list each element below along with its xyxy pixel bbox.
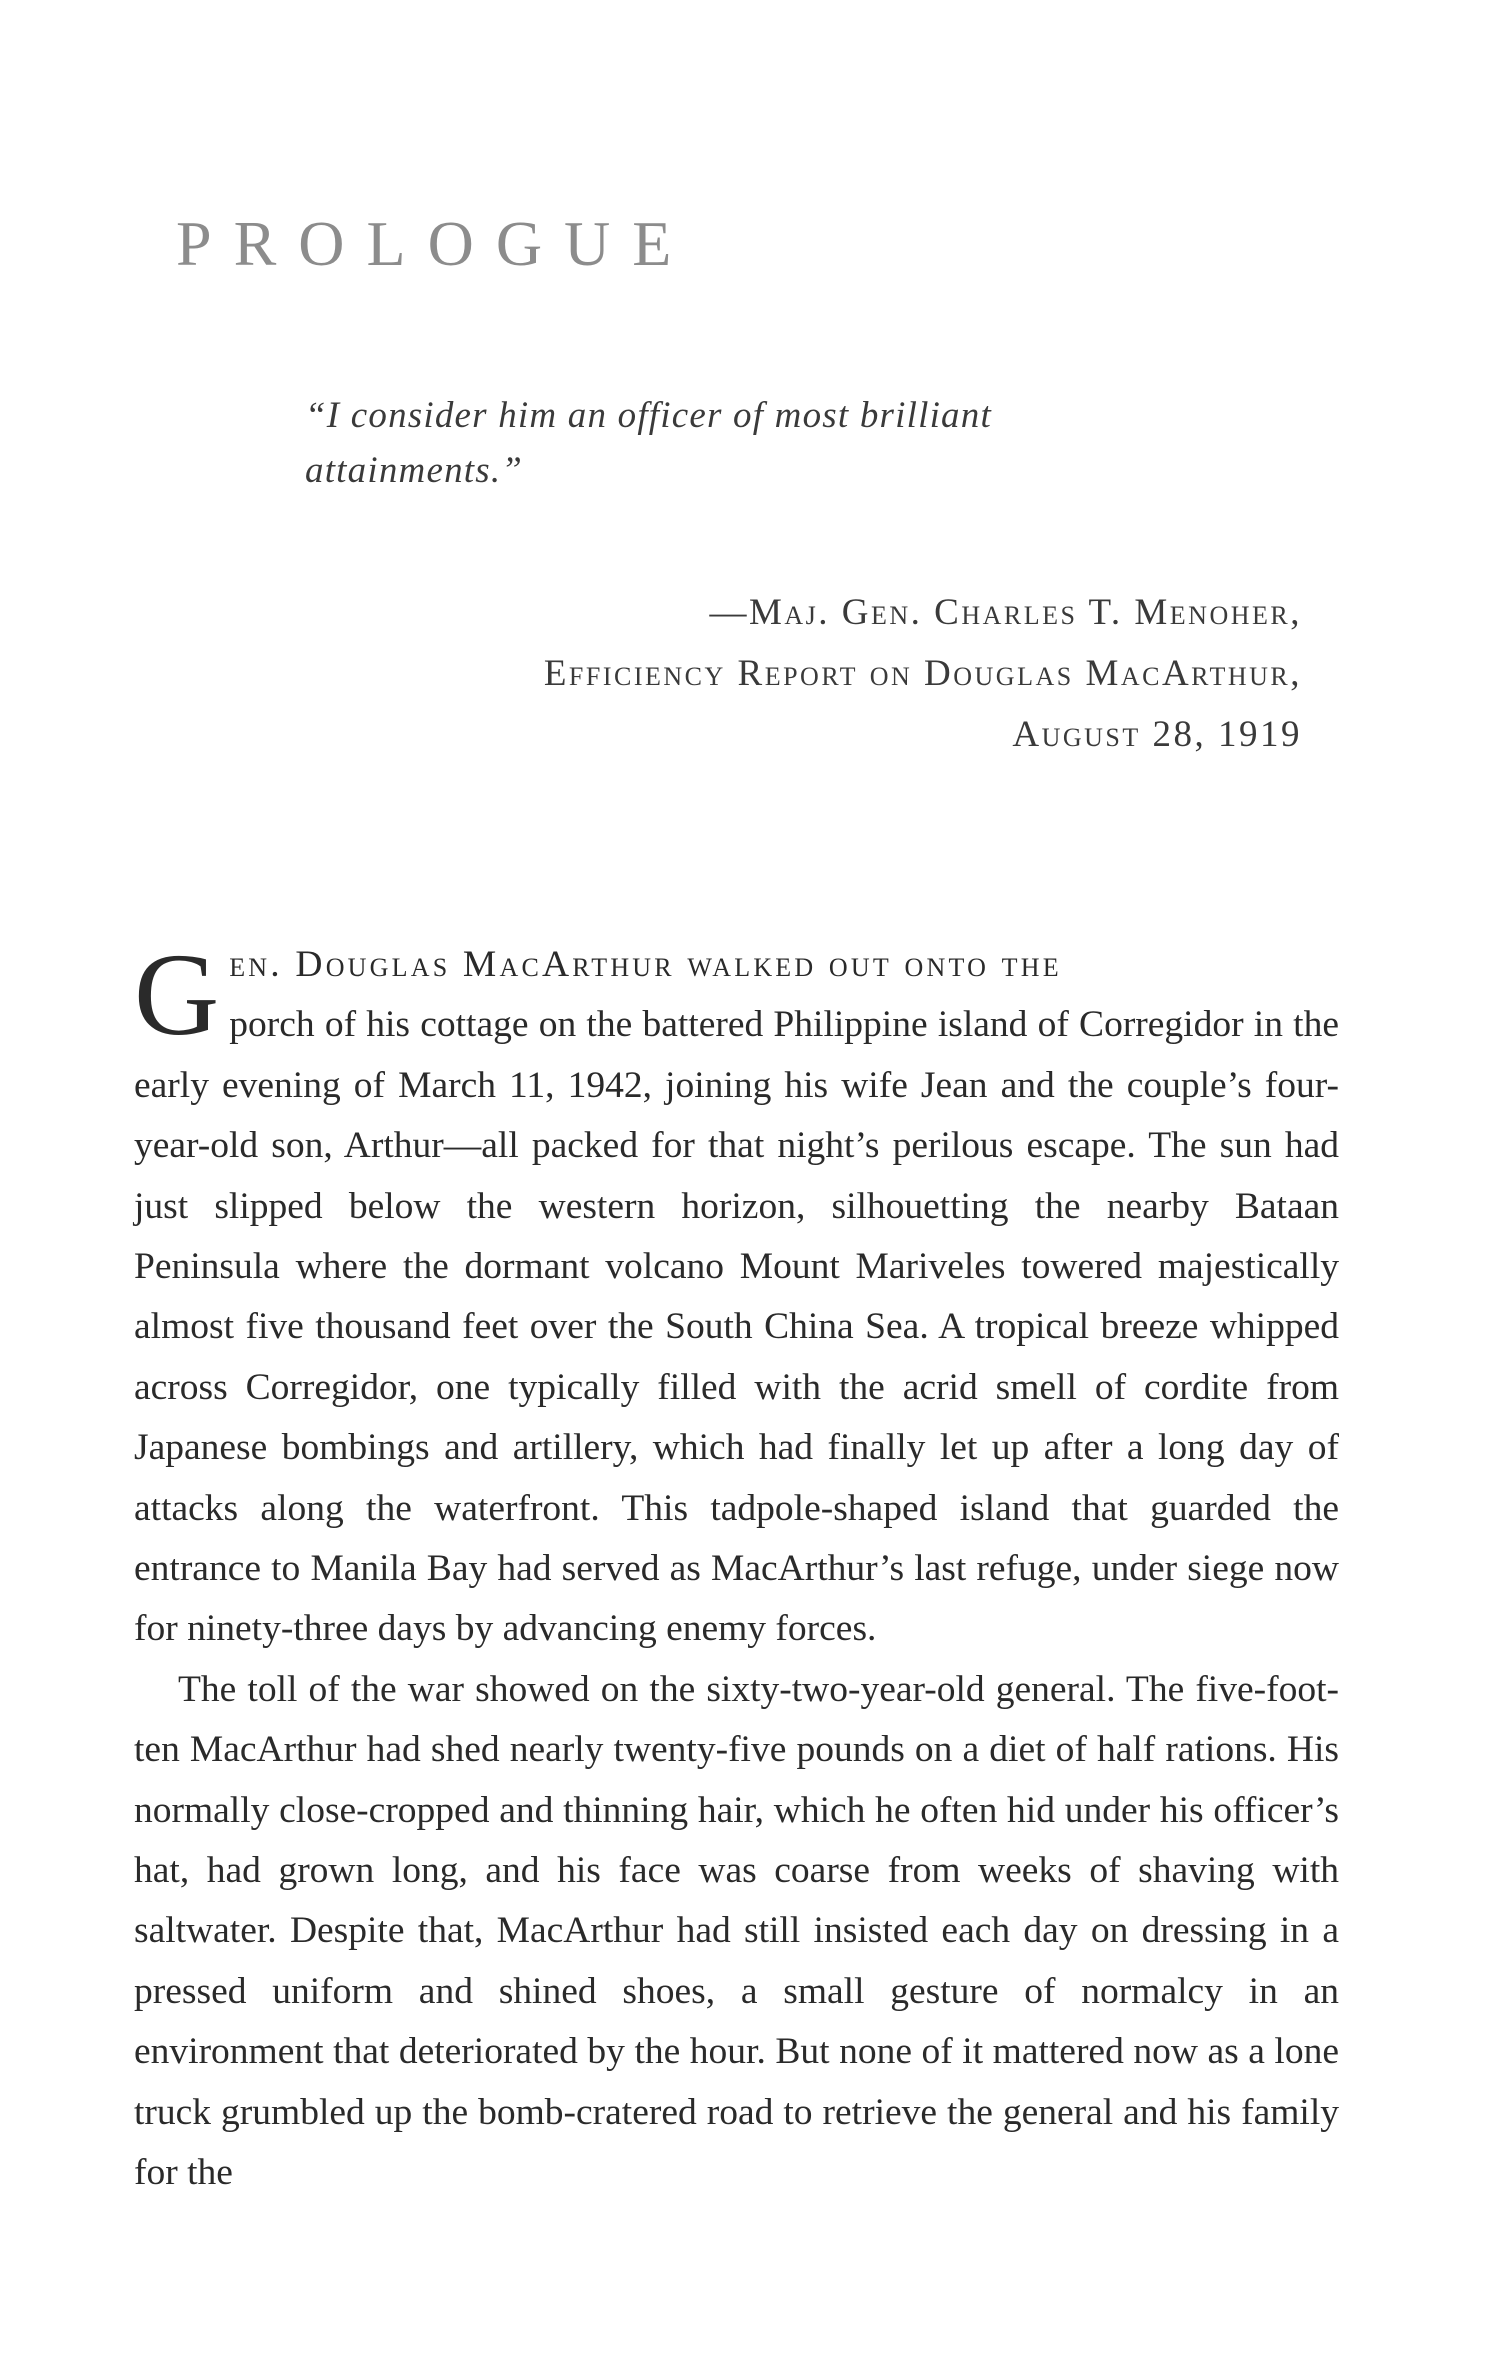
epigraph-quote-line: “I consider him an officer of most brilliant [305, 395, 992, 436]
attribution-line: —Maj. Gen. Charles T. Menoher, [709, 592, 1302, 633]
attribution-line: August 28, 1919 [1012, 714, 1302, 755]
chapter-title: PROLOGUE [176, 208, 694, 279]
lead-in-smallcaps: en. Douglas MacArthur walked out onto the [229, 944, 1062, 985]
paragraph-2: The toll of the war showed on the sixty-two-year-old general. The five-foot-ten MacArthur had shed nearly twenty-five pounds on a diet of half rations. His normally close-cropped and thinning hair, which he often hid under his officer’s hat, had grown long, and his face was coarse from weeks of shaving with saltwater. Despite that, MacArthur had still insisted each day on dressing in a pressed uniform and shined shoes, a small gesture of normalcy in an environment that deteriorated by the hour. But none of it mattered now as a lone truck grumbled up the bomb-cratered road to retrieve the general and his family for the [134, 1668, 1339, 2194]
epigraph-quote [305, 388, 1205, 498]
epigraph-quote-line: attainments.” [305, 450, 524, 491]
attribution-line: Efficiency Report on Douglas MacArthur, [543, 653, 1302, 694]
epigraph-attribution [302, 582, 1302, 765]
paragraph-1-text: porch of his cottage on the battered Philippine island of Corregidor in the early evening of March 11, 1942, joining his wife Jean and the couple’s four-year-old son, Arthur—all packed for that night’s perilous escape. The sun had just slipped below the western horizon, silhouetting the nearby Bataan Peninsula where the dormant volcano Mount Mariveles towered majestically almost five thousand feet over the South China Sea. A tropical breeze whipped across Corregidor, one typically filled with the acrid smell of cordite from Japanese bombings and artillery, which had finally let up after a long day of attacks along the waterfront. This tadpole-shaped island that guarded the entrance to Manila Bay had served as MacArthur’s last refuge, under siege now for ninety-three days by advancing enemy forces. [134, 1004, 1339, 1650]
body-text [134, 929, 1339, 2204]
paragraph-1 [134, 929, 1339, 1660]
drop-cap: G [134, 929, 220, 1060]
